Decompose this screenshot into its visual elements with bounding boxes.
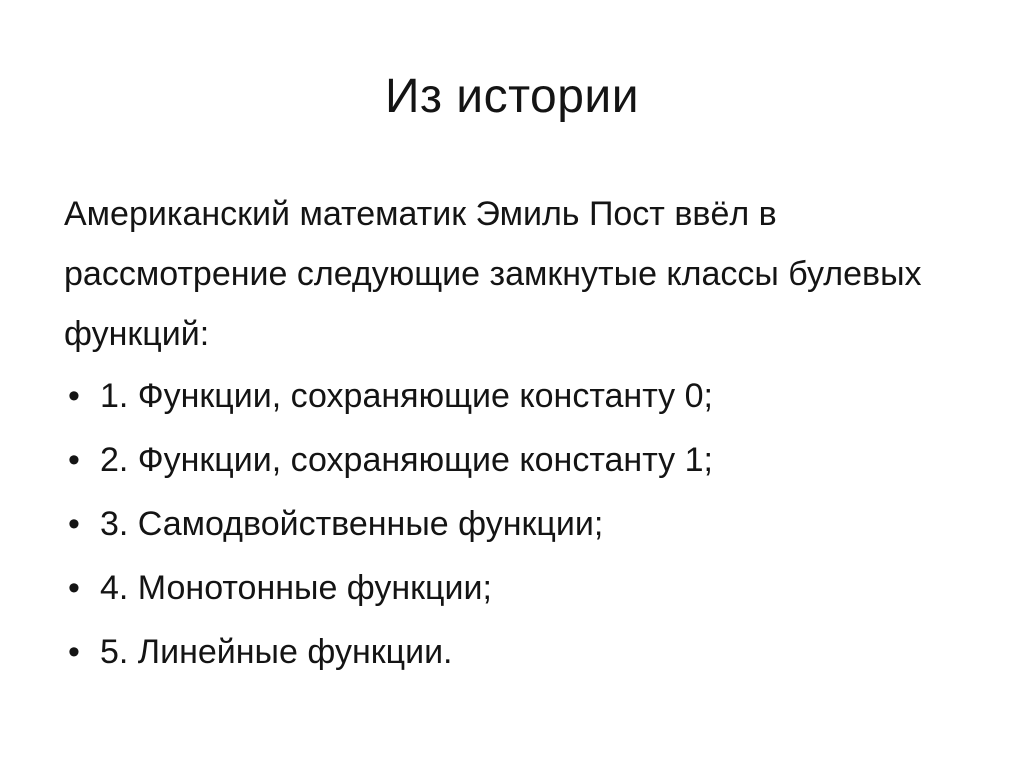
bullet-list	[64, 364, 964, 684]
list-item-text: 2. Функции, сохраняющие константу 1;	[100, 441, 713, 479]
list-item-text: 5. Линейные функции.	[100, 633, 453, 671]
bullet-icon: •	[68, 377, 80, 415]
list-item	[64, 492, 964, 556]
bullet-icon: •	[68, 505, 80, 543]
bullet-icon: •	[68, 441, 80, 479]
list-item-text: 3. Самодвойственные функции;	[100, 505, 604, 543]
bullet-icon: •	[68, 569, 80, 607]
slide-content	[64, 184, 964, 684]
intro-paragraph: Американский математик Эмиль Пост ввёл в рассмотрение следующие замкнутые классы булевых функций:	[64, 195, 922, 353]
list-item	[64, 556, 964, 620]
list-item-text: 1. Функции, сохраняющие константу 0;	[100, 377, 713, 415]
list-item	[64, 428, 964, 492]
slide-title: Из истории	[384, 70, 640, 123]
list-item	[64, 364, 964, 428]
bullet-icon: •	[68, 633, 80, 671]
list-item	[64, 620, 964, 684]
list-item-text: 4. Монотонные функции;	[100, 569, 492, 607]
